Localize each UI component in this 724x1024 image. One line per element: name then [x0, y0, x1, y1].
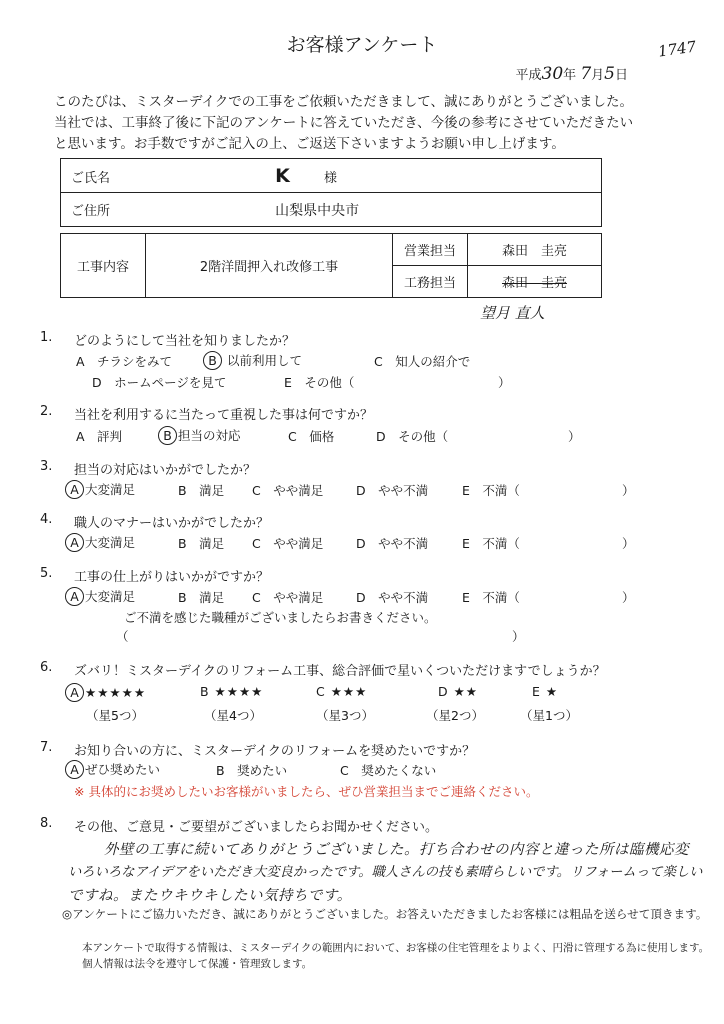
- q5-text: 工事の仕上がりはいかがですか？: [74, 570, 270, 585]
- work-info-table: [60, 233, 602, 298]
- address-value: 山梨県中央市: [275, 202, 360, 219]
- q5-paren-close: ）: [512, 629, 525, 644]
- q5-option-d: D やや不満: [356, 590, 429, 605]
- address-label: ご住所: [71, 203, 111, 219]
- q6-option-c: C ★★★: [316, 684, 368, 699]
- q5-number: 5.: [40, 566, 53, 581]
- intro-line: このたびは、ミスターデイクでの工事をご依頼いただきまして、誠にありがとうございました。: [54, 94, 634, 110]
- construction-value-cell: [468, 266, 602, 298]
- q5-option-b: B 満足: [178, 590, 225, 605]
- q3-number: 3.: [40, 459, 53, 474]
- q1-option-e: E その他（: [284, 375, 355, 390]
- q2-option-d-close: ）: [568, 429, 581, 444]
- q4-option-e-close: ）: [622, 536, 635, 551]
- q3-option-c: C やや満足: [252, 483, 324, 498]
- page-title: お客様アンケート: [286, 34, 438, 56]
- q3-option-e: E 不満（: [462, 483, 520, 498]
- q5-option-e: E 不満（: [462, 590, 520, 605]
- intro-line: 当社では、工事終了後に下記のアンケートに答えていただき、今後の参考にさせていただきたい: [54, 115, 634, 131]
- q1-option-e-close: ）: [498, 375, 511, 390]
- q2-text: 当社を利用するに当たって重視した事は何ですか？: [74, 408, 374, 423]
- q4-option-a-label: 大変満足: [85, 535, 136, 550]
- q5-paren-open: （: [116, 629, 129, 644]
- q3-option-b: B 満足: [178, 483, 225, 498]
- q6-circled-a: A: [65, 683, 84, 702]
- q6-text: ズバリ！ミスターデイクのリフォーム工事、総合評価で星いくついただけますでしょうか？: [74, 664, 606, 679]
- date-year: 30: [541, 64, 564, 84]
- q7-text: お知り合いの方に、ミスターデイクのリフォームを奨めたいですか？: [74, 744, 476, 759]
- construction-label: 工務担当: [393, 266, 468, 298]
- footer-line: 個人情報は法令を遵守して保護・管理致します。: [82, 958, 313, 970]
- q4-option-d: D やや不満: [356, 536, 429, 551]
- q6-option-a-sub: （星5つ）: [86, 708, 144, 723]
- q6-option-e: E ★: [532, 684, 559, 699]
- q5-option-c: C やや満足: [252, 590, 324, 605]
- name-row: [61, 159, 602, 193]
- q7-option-a: [70, 760, 160, 779]
- work-label: 工事内容: [61, 234, 146, 298]
- q2-option-c: C 価格: [288, 429, 335, 444]
- q2-circled-b: B: [158, 426, 177, 445]
- q1-option-b-label: 以前利用して: [226, 353, 302, 368]
- sales-value: 森田 圭亮: [468, 234, 602, 266]
- name-value: K: [275, 164, 290, 187]
- date-era: 平成: [515, 68, 542, 83]
- q8-answer-line: ですね。またウキウキしたい気持ちです。: [68, 888, 352, 904]
- q2-option-a: A 評判: [76, 429, 123, 444]
- q1-option-a: A チラシをみて: [76, 354, 173, 369]
- q3-option-a-label: 大変満足: [85, 482, 136, 497]
- q7-number: 7.: [40, 740, 53, 755]
- q7-option-c: C 奨めたくない: [340, 763, 437, 778]
- footer-line: 本アンケートで取得する情報は、ミスターデイクの範囲内において、お客様の住宅管理をよりよく、円滑に管理する為に使用します。: [82, 942, 710, 954]
- name-label: ご氏名: [71, 170, 111, 186]
- q6-option-d: D ★★: [438, 684, 479, 699]
- q2-option-b-label: 担当の対応: [178, 428, 241, 443]
- q5-circled-a: A: [65, 587, 84, 606]
- q5-followup: ご不満を感じた職種がございましたらお書きください。: [124, 610, 437, 625]
- q3-option-a: [70, 480, 135, 499]
- q1-option-c: C 知人の紹介で: [374, 354, 471, 369]
- q6-option-e-sub: （星1つ）: [520, 708, 578, 723]
- q4-option-b: B 満足: [178, 536, 225, 551]
- q5-option-a: [70, 587, 135, 606]
- q5-option-e-close: ）: [622, 590, 635, 605]
- customer-info-table: [60, 158, 602, 227]
- q6-option-a: [70, 683, 146, 702]
- date-month: 7: [580, 64, 592, 84]
- intro-text: [54, 92, 674, 155]
- q6-number: 6.: [40, 660, 53, 675]
- construction-handwritten: 望月 直人: [480, 304, 545, 322]
- address-cell: [61, 193, 602, 227]
- q6-option-c-sub: （星3つ）: [316, 708, 374, 723]
- q3-text: 担当の対応はいかがでしたか？: [74, 463, 257, 478]
- q2-number: 2.: [40, 404, 53, 419]
- survey-date: [516, 64, 629, 84]
- q6-option-b: B ★★★★: [200, 684, 264, 699]
- construction-value: 森田 圭亮: [501, 276, 567, 291]
- date-day: 5: [604, 64, 615, 84]
- q5-option-a-label: 大変満足: [85, 589, 136, 604]
- thanks-text: ◎アンケートにご協力いただき、誠にありがとうございました。お答えいただきましたお客様には粗品を送らせて頂きます。: [62, 907, 708, 921]
- serial-number: 1747: [656, 37, 698, 61]
- name-cell: [61, 159, 602, 193]
- date-month-unit: 月: [591, 68, 605, 83]
- sales-label: 営業担当: [393, 234, 468, 266]
- q3-circled-a: A: [65, 480, 84, 499]
- q1-number: 1.: [40, 330, 53, 345]
- q3-option-d: D やや不満: [356, 483, 429, 498]
- q8-answer-line: いろいろなアイデアをいただき大変良かったです。職人さんの技も素晴らしいです。リフォームって楽しい: [68, 865, 703, 880]
- q3-option-e-close: ）: [622, 483, 635, 498]
- q8-text: その他、ご意見・ご要望がございましたらお聞かせください。: [74, 820, 439, 835]
- q7-option-b: B 奨めたい: [216, 763, 288, 778]
- q1-text: どのようにして当社を知りましたか？: [74, 334, 296, 349]
- q7-circled-a: A: [65, 760, 84, 779]
- q4-circled-a: A: [65, 533, 84, 552]
- q1-option-d: D ホームページを見て: [92, 375, 227, 390]
- q2-option-b: [163, 426, 241, 445]
- date-day-unit: 日: [614, 68, 628, 83]
- q1-circled-b: B: [203, 351, 222, 370]
- q1-option-b: [208, 351, 302, 370]
- q4-option-e: E 不満（: [462, 536, 520, 551]
- address-row: [61, 193, 602, 227]
- work-value: 2階洋間押入れ改修工事: [146, 234, 393, 298]
- q6-option-d-sub: （星2つ）: [426, 708, 484, 723]
- q4-option-a: [70, 533, 135, 552]
- q8-number: 8.: [40, 816, 53, 831]
- q7-notice: ※ 具体的にお奨めしたいお客様がいましたら、ぜひ営業担当までご連絡ください。: [74, 784, 539, 799]
- q2-option-d: D その他（: [376, 429, 449, 444]
- intro-line: と思います。お手数ですがご記入の上、ご返送下さいますようお願い申し上げます。: [54, 136, 565, 152]
- q4-option-c: C やや満足: [252, 536, 324, 551]
- q7-option-a-label: ぜひ奨めたい: [85, 762, 161, 777]
- q4-text: 職人のマナーはいかがでしたか？: [74, 516, 270, 531]
- q4-number: 4.: [40, 512, 53, 527]
- q6-option-a-stars: ★★★★★: [85, 685, 147, 700]
- q8-answer-line: 外壁の工事に続いてありがとうございました。打ち合わせの内容と違った所は臨機応変: [104, 842, 689, 858]
- q6-option-b-sub: （星4つ）: [204, 708, 262, 723]
- date-year-unit: 年: [563, 68, 577, 83]
- name-suffix: 様: [324, 170, 338, 186]
